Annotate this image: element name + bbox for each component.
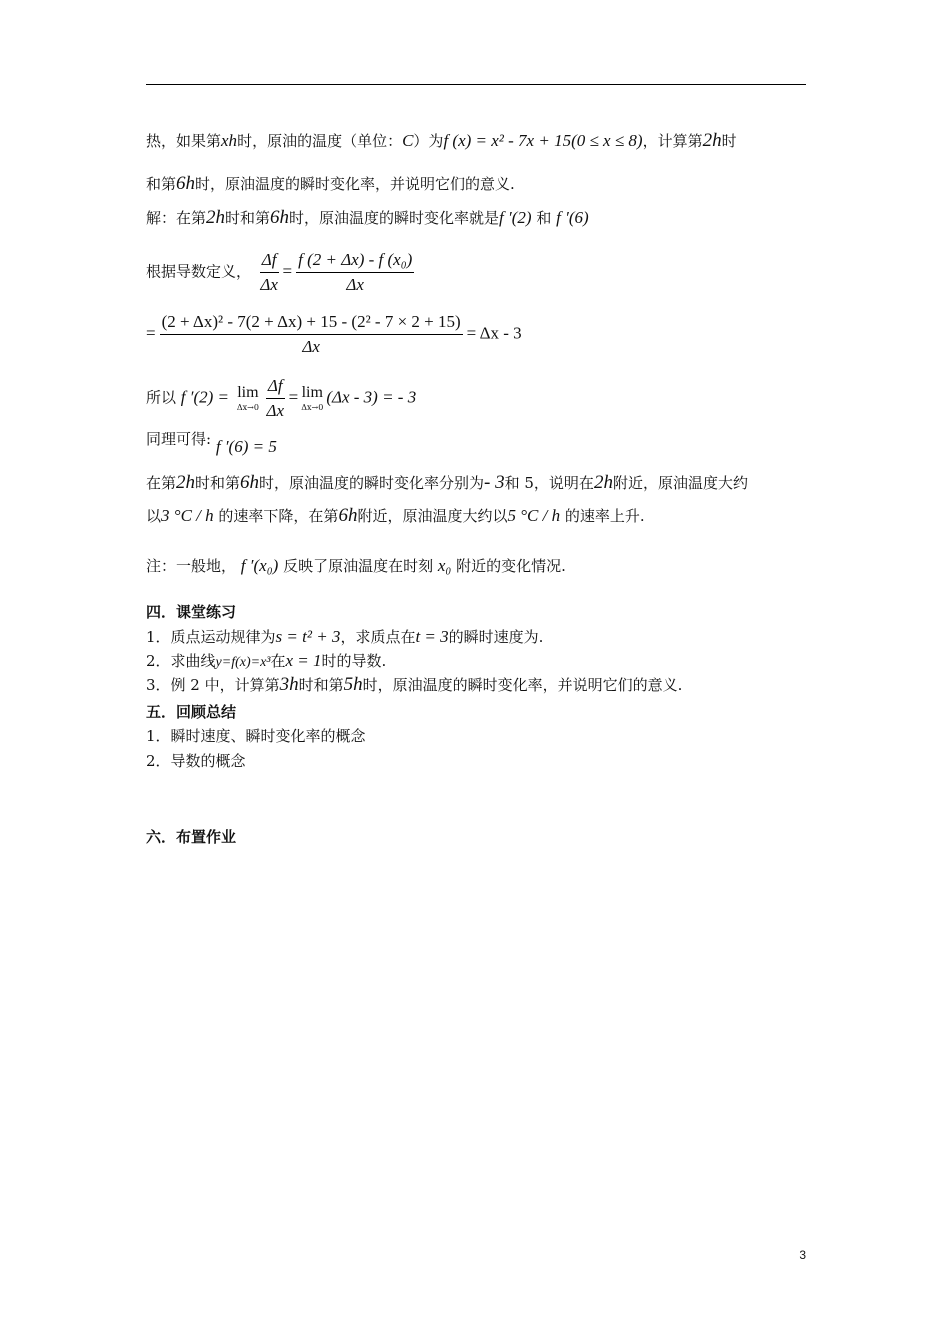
numerator: (2 + Δx)² - 7(2 + Δx) + 15 - (2² - 7 × 2 + 15) [160, 312, 463, 335]
math: C [402, 131, 414, 150]
math: - 3 [484, 472, 505, 493]
text: 附近，原油温度大约 [612, 474, 748, 492]
problem-line-2 [146, 173, 515, 195]
text: 时，原油温度的瞬时变化率分别为 [259, 474, 485, 492]
lim-sub: Δx→0 [301, 403, 324, 412]
result: = Δx - 3 [466, 323, 522, 343]
header-rule [146, 84, 806, 85]
text: 时，原油温度的瞬时变化率就是 [289, 209, 500, 227]
text: 和第 [146, 175, 177, 193]
exercise-1 [146, 626, 543, 647]
math: xh [221, 131, 238, 150]
numerator: Δf [260, 250, 279, 273]
text: 时，原油温度的瞬时变化率，并说明它们的意义. [195, 175, 515, 193]
note-line [146, 555, 566, 576]
text: 同理可得: [146, 430, 212, 448]
math: y=f(x)=x³ [215, 655, 271, 670]
denominator: Δx [302, 337, 320, 356]
text: 时，原油的温度（单位： [237, 132, 403, 150]
math: t = 3 [415, 627, 449, 646]
math: (Δx - 3) = - 3 [326, 387, 417, 407]
math: f ′(x₀) [240, 556, 279, 575]
expansion-line [146, 312, 522, 357]
fraction [260, 250, 279, 295]
equals: = [288, 387, 299, 407]
text: 2．求曲线 [146, 652, 216, 670]
problem-line-1 [146, 130, 737, 152]
review-item-1: 1．瞬时速度、瞬时变化率的概念 [146, 727, 366, 745]
text: 和 5，说明在 [504, 474, 594, 492]
math: f ′(6) [556, 208, 589, 227]
text: 3．例 2 中，计算第 [146, 676, 280, 694]
text: 附近的变化情况. [456, 557, 566, 575]
fraction [266, 376, 285, 421]
text: 时的导数. [321, 652, 387, 670]
denominator: Δx [260, 275, 278, 294]
lim-sub: Δx→0 [236, 403, 259, 412]
equals: = [282, 261, 293, 281]
math: 6h [270, 207, 290, 228]
section-heading-review: 五．回顾总结 [146, 703, 237, 721]
math: 6h [338, 505, 358, 526]
math: 2h [702, 130, 722, 151]
denominator: Δx [346, 275, 364, 294]
limit [301, 385, 323, 412]
text: 的速率上升. [564, 507, 645, 525]
text: 根据导数定义， [146, 262, 252, 281]
math: f ′(6) = 5 [215, 437, 277, 456]
conclusion-line-1 [146, 472, 748, 494]
text: 时和第 [298, 676, 344, 694]
review-item-2: 2．导数的概念 [146, 752, 246, 770]
math: 6h [240, 472, 260, 493]
text: 反映了原油温度在时刻 [283, 557, 434, 575]
text: 以 [146, 507, 162, 525]
text: 和 [536, 209, 552, 227]
math: 2h [206, 207, 226, 228]
similar-line [146, 428, 277, 456]
text: 在第 [146, 474, 177, 492]
fraction [160, 312, 463, 357]
math: 3 °C / h [161, 506, 214, 525]
lim: lim [301, 384, 323, 401]
exercise-3 [146, 674, 682, 696]
math: 6h [176, 173, 196, 194]
text: 时，原油温度的瞬时变化率，并说明它们的意义. [362, 676, 683, 694]
math: x = 1 [285, 651, 322, 670]
text: 所以 [146, 388, 177, 407]
solution-line-1 [146, 207, 589, 229]
math: f ′(2) [499, 208, 532, 227]
lim: lim [237, 384, 259, 401]
text: 解：在第 [146, 209, 207, 227]
text: 注：一般地， [146, 557, 237, 575]
math: 2h [176, 472, 196, 493]
denominator: Δx [266, 401, 285, 420]
math: s = t² + 3 [275, 627, 341, 646]
math: 3h [279, 674, 299, 695]
math: f ′(2) = [180, 387, 230, 407]
text: 1．质点运动规律为 [146, 628, 276, 646]
fraction [296, 250, 414, 295]
text: 在 [270, 652, 286, 670]
math: 2h [593, 472, 613, 493]
derivative-definition [146, 250, 418, 295]
numerator: f (2 + Δx) - f (x₀) [296, 250, 414, 273]
page-number: 3 [799, 1248, 806, 1262]
conclusion-line-2 [146, 505, 645, 527]
section-heading-practice: 四．课堂练习 [146, 603, 237, 621]
text: 时和第 [225, 209, 271, 227]
limit-line [146, 376, 416, 421]
math: x₀ [437, 556, 452, 575]
limit [237, 385, 259, 412]
text: 热，如果第 [146, 132, 222, 150]
exercise-2 [146, 650, 386, 671]
section-heading-homework: 六．布置作业 [146, 828, 237, 846]
text: 时 [721, 132, 737, 150]
text: 的瞬时速度为. [448, 628, 544, 646]
numerator: Δf [266, 376, 285, 399]
text: 时和第 [195, 474, 241, 492]
math: 5h [343, 674, 363, 695]
text: ，计算第 [642, 132, 703, 150]
math: f (x) = x² - 7x + 15(0 ≤ x ≤ 8) [443, 131, 643, 150]
text: 的速率下降，在第 [218, 507, 339, 525]
text: 附近，原油温度大约以 [357, 507, 508, 525]
text: ）为 [413, 132, 444, 150]
text: ，求质点在 [340, 628, 416, 646]
math: 5 °C / h [507, 506, 561, 525]
equals: = [146, 323, 156, 343]
